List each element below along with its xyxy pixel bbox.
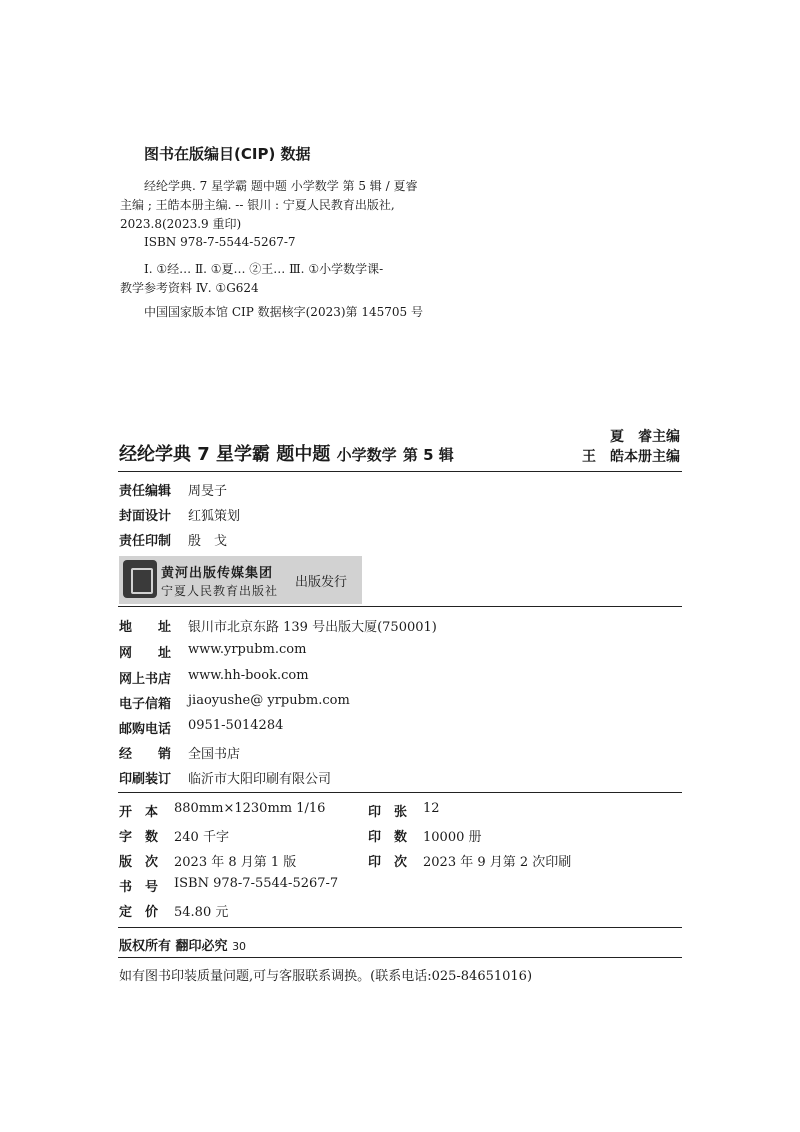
contact-value: www.yrpubm.com bbox=[188, 642, 307, 657]
book-title-volume: 第 5 辑 bbox=[402, 446, 454, 464]
volume-editor: 王 皓本册主编 bbox=[582, 449, 680, 465]
staff-value: 周旻子 bbox=[188, 484, 228, 499]
staff-label: 封面设计 bbox=[119, 509, 172, 524]
contact-label: 网上书店 bbox=[119, 672, 172, 687]
publisher-logo-icon bbox=[123, 560, 157, 598]
book-title-main: 经纶学典 7 星学霸 题中题 bbox=[119, 444, 331, 465]
spec-value: ISBN 978-7-5544-5267-7 bbox=[174, 876, 339, 891]
divider bbox=[118, 606, 682, 607]
copyright-text: 版权所有 翻印必究 bbox=[119, 939, 228, 954]
book-title bbox=[119, 440, 454, 466]
staff-label: 责任编辑 bbox=[119, 484, 172, 499]
spec-label: 版 次 bbox=[119, 855, 159, 870]
cip-line: 经纶学典. 7 星学霸 题中题 小学数学 第 5 辑 / 夏睿 bbox=[144, 179, 418, 193]
contact-value: www.hh-book.com bbox=[188, 668, 309, 683]
spec-label: 开 本 bbox=[119, 805, 159, 820]
publisher-group-name: 黄河出版传媒集团 bbox=[161, 566, 274, 581]
spec-value: 2023 年 8 月第 1 版 bbox=[174, 855, 297, 870]
publisher-box bbox=[119, 556, 362, 604]
spec-label: 印 数 bbox=[368, 830, 408, 845]
copyright-code: 30 bbox=[232, 940, 247, 953]
spec-value: 880mm×1230mm 1/16 bbox=[174, 801, 326, 816]
contact-label: 电子信箱 bbox=[119, 697, 172, 712]
spec-value: 12 bbox=[423, 801, 440, 816]
cip-line: 2023.8(2023.9 重印) bbox=[120, 217, 242, 231]
book-title-subject: 小学数学 bbox=[336, 446, 397, 464]
contact-value: 临沂市大阳印刷有限公司 bbox=[188, 772, 332, 787]
contact-value: 0951-5014284 bbox=[188, 718, 284, 733]
spec-label: 字 数 bbox=[119, 830, 159, 845]
cip-line: Ⅰ. ①经… Ⅱ. ①夏… ②王… Ⅲ. ①小学数学课- bbox=[144, 262, 384, 276]
quality-notice: 如有图书印装质量问题,可与客服联系调换。(联系电话:025-84651016) bbox=[119, 969, 533, 984]
chief-editor: 夏 睿主编 bbox=[610, 429, 680, 445]
contact-label: 网 址 bbox=[119, 646, 172, 661]
copyright-notice bbox=[119, 935, 246, 954]
publisher-label: 出版发行 bbox=[295, 575, 348, 590]
divider bbox=[118, 957, 682, 958]
contact-value: 银川市北京东路 139 号出版大厦(750001) bbox=[188, 620, 437, 635]
divider bbox=[118, 927, 682, 928]
divider bbox=[118, 471, 682, 472]
staff-value: 红狐策划 bbox=[188, 509, 241, 524]
contact-label: 经 销 bbox=[119, 747, 172, 762]
contact-label: 地 址 bbox=[119, 620, 172, 635]
cip-line: 教学参考资料 Ⅳ. ①G624 bbox=[120, 281, 259, 295]
staff-value: 殷 戈 bbox=[188, 534, 228, 549]
staff-label: 责任印制 bbox=[119, 534, 172, 549]
spec-label: 印 张 bbox=[368, 805, 408, 820]
spec-value: 54.80 元 bbox=[174, 905, 229, 920]
cip-line: 主编 ; 王皓本册主编. -- 银川 : 宁夏人民教育出版社, bbox=[120, 198, 395, 212]
spec-label: 印 次 bbox=[368, 855, 408, 870]
cip-line: ISBN 978-7-5544-5267-7 bbox=[144, 235, 296, 249]
publisher-press-name: 宁夏人民教育出版社 bbox=[161, 584, 279, 598]
contact-value: jiaoyushe@ yrpubm.com bbox=[188, 693, 350, 708]
cip-line: 中国国家版本馆 CIP 数据核字(2023)第 145705 号 bbox=[144, 305, 423, 319]
contact-label: 邮购电话 bbox=[119, 722, 172, 737]
contact-label: 印刷装订 bbox=[119, 772, 172, 787]
spec-label: 书 号 bbox=[119, 880, 159, 895]
spec-label: 定 价 bbox=[119, 905, 159, 920]
divider bbox=[118, 792, 682, 793]
cip-title: 图书在版编目(CIP) 数据 bbox=[144, 145, 311, 163]
spec-value: 240 千字 bbox=[174, 830, 229, 845]
spec-value: 10000 册 bbox=[423, 830, 482, 845]
spec-value: 2023 年 9 月第 2 次印刷 bbox=[423, 855, 572, 870]
contact-value: 全国书店 bbox=[188, 747, 241, 762]
